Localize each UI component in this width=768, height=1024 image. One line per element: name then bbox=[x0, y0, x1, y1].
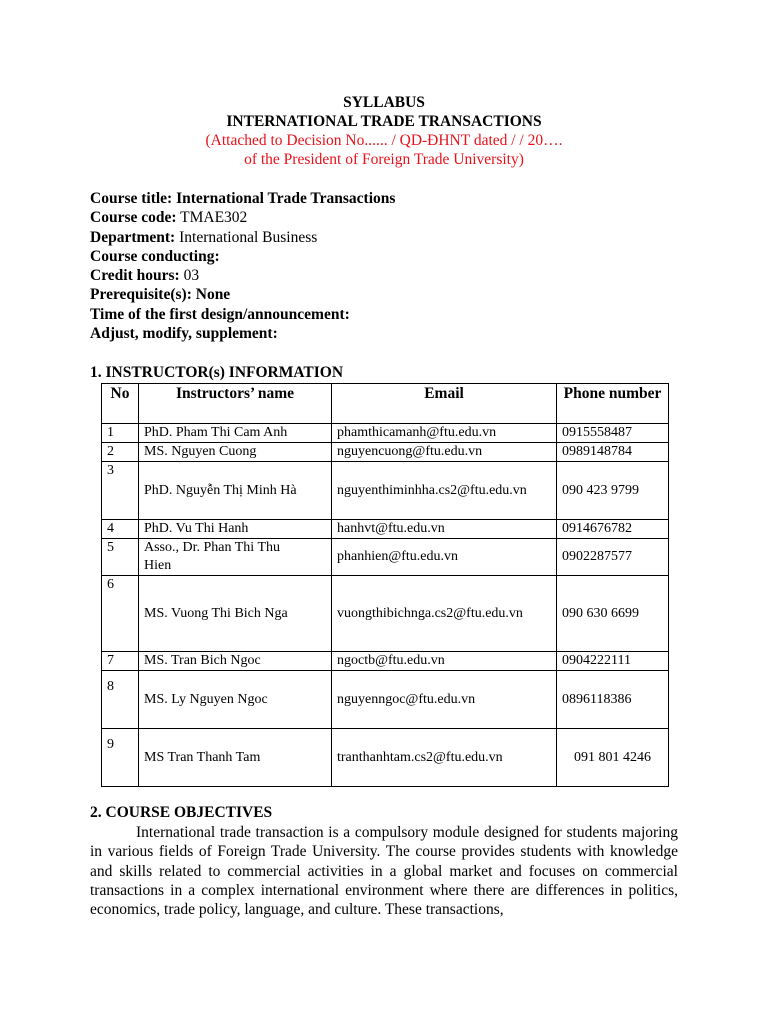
instructor-phone: 0896118386 bbox=[557, 671, 669, 729]
credit-hours-value: 03 bbox=[179, 267, 200, 285]
section-instructors-heading: 1. INSTRUCTOR(s) INFORMATION bbox=[90, 364, 344, 381]
instructor-email[interactable]: ngoctb@ftu.edu.vn bbox=[332, 652, 557, 671]
first-design-time: Time of the first design/announcement: bbox=[90, 305, 350, 323]
row-no: 7 bbox=[102, 652, 139, 671]
col-header-email: Email bbox=[332, 384, 557, 424]
instructor-email[interactable]: vuongthibichnga.cs2@ftu.edu.vn bbox=[332, 576, 557, 652]
instructor-email[interactable]: phanhien@ftu.edu.vn bbox=[332, 539, 557, 576]
syllabus-heading: SYLLABUS bbox=[343, 94, 425, 111]
instructor-phone: 0989148784 bbox=[557, 443, 669, 462]
table-row bbox=[102, 671, 669, 729]
row-no: 6 bbox=[102, 576, 139, 652]
instructor-email[interactable]: tranthanhtam.cs2@ftu.edu.vn bbox=[332, 729, 557, 787]
instructor-name: MS. Tran Bich Ngoc bbox=[139, 652, 332, 671]
instructor-name-line2: Hien bbox=[144, 558, 172, 573]
course-code-label: Course code: bbox=[90, 209, 177, 227]
row-no: 5 bbox=[102, 539, 139, 576]
row-no: 4 bbox=[102, 520, 139, 539]
objectives-text: International trade transaction is a compulsory module designed for students majoring in various fields of Foreign Trade University. The course provides students with knowledge and skills related to commercial activities in a global market and focuses on commercial transactions in a complex international environment where there are differences in politics, economics, trade policy, language, and culture. These transactions, bbox=[90, 824, 678, 919]
credit-hours-label: Credit hours: bbox=[90, 267, 180, 285]
table-header-row bbox=[102, 384, 669, 424]
instructor-name-line1: Asso., Dr. Phan Thi Thu bbox=[144, 540, 280, 555]
instructor-name: MS. Nguyen Cuong bbox=[139, 443, 332, 462]
section-objectives-heading: 2. COURSE OBJECTIVES bbox=[90, 804, 273, 821]
course-info bbox=[90, 189, 395, 343]
instructor-name: PhD. Nguyễn Thị Minh Hà bbox=[139, 462, 332, 520]
instructor-email[interactable]: nguyenngoc@ftu.edu.vn bbox=[332, 671, 557, 729]
col-header-name: Instructors’ name bbox=[139, 384, 332, 424]
department-label: Department: bbox=[90, 228, 176, 246]
table-row bbox=[102, 729, 669, 787]
instructor-name: MS. Vuong Thi Bich Nga bbox=[139, 576, 332, 652]
instructors-table bbox=[101, 383, 669, 787]
course-title: Course title: International Trade Transactions bbox=[90, 190, 396, 207]
table-row bbox=[102, 576, 669, 652]
row-no: 9 bbox=[102, 729, 139, 787]
table-row bbox=[102, 652, 669, 671]
credit-hours bbox=[90, 266, 395, 285]
row-no: 1 bbox=[102, 424, 139, 443]
syllabus-header bbox=[90, 93, 678, 169]
instructor-phone: 0915558487 bbox=[557, 424, 669, 443]
table-row bbox=[102, 462, 669, 520]
instructor-phone: 090 630 6699 bbox=[557, 576, 669, 652]
course-code-value: TMAE302 bbox=[176, 209, 248, 227]
instructor-phone: 0904222111 bbox=[557, 652, 669, 671]
instructor-phone: 0914676782 bbox=[557, 520, 669, 539]
instructor-email[interactable]: nguyenthiminhha.cs2@ftu.edu.vn bbox=[332, 462, 557, 520]
instructor-phone: 0902287577 bbox=[557, 539, 669, 576]
instructor-phone: 091 801 4246 bbox=[557, 729, 669, 787]
table-row bbox=[102, 424, 669, 443]
instructor-email[interactable]: phamthicamanh@ftu.edu.vn bbox=[332, 424, 557, 443]
table-row bbox=[102, 539, 669, 576]
course-code bbox=[90, 208, 395, 227]
instructor-name: PhD. Vu Thi Hanh bbox=[139, 520, 332, 539]
instructor-phone: 090 423 9799 bbox=[557, 462, 669, 520]
instructor-name bbox=[139, 539, 332, 576]
instructor-email[interactable]: nguyencuong@ftu.edu.vn bbox=[332, 443, 557, 462]
row-no: 8 bbox=[102, 671, 139, 729]
objectives-paragraph bbox=[90, 823, 678, 919]
president-line: of the President of Foreign Trade University) bbox=[244, 151, 524, 168]
col-header-phone: Phone number bbox=[557, 384, 669, 424]
col-header-no: No bbox=[102, 384, 139, 424]
department-value: International Business bbox=[175, 228, 318, 246]
instructor-name: MS. Ly Nguyen Ngoc bbox=[139, 671, 332, 729]
course-heading: INTERNATIONAL TRADE TRANSACTIONS bbox=[226, 113, 542, 130]
course-conducting: Course conducting: bbox=[90, 247, 220, 265]
row-no: 2 bbox=[102, 443, 139, 462]
table-row bbox=[102, 520, 669, 539]
instructor-name: PhD. Pham Thi Cam Anh bbox=[139, 424, 332, 443]
row-no: 3 bbox=[102, 462, 139, 520]
department bbox=[90, 228, 395, 247]
adjust-modify: Adjust, modify, supplement: bbox=[90, 325, 278, 343]
prerequisites: Prerequisite(s): None bbox=[90, 286, 231, 304]
table-row bbox=[102, 443, 669, 462]
instructor-name: MS Tran Thanh Tam bbox=[139, 729, 332, 787]
decision-line: (Attached to Decision No...... / QD-ĐHNT dated / / 20…. bbox=[205, 132, 563, 149]
instructor-email[interactable]: hanhvt@ftu.edu.vn bbox=[332, 520, 557, 539]
